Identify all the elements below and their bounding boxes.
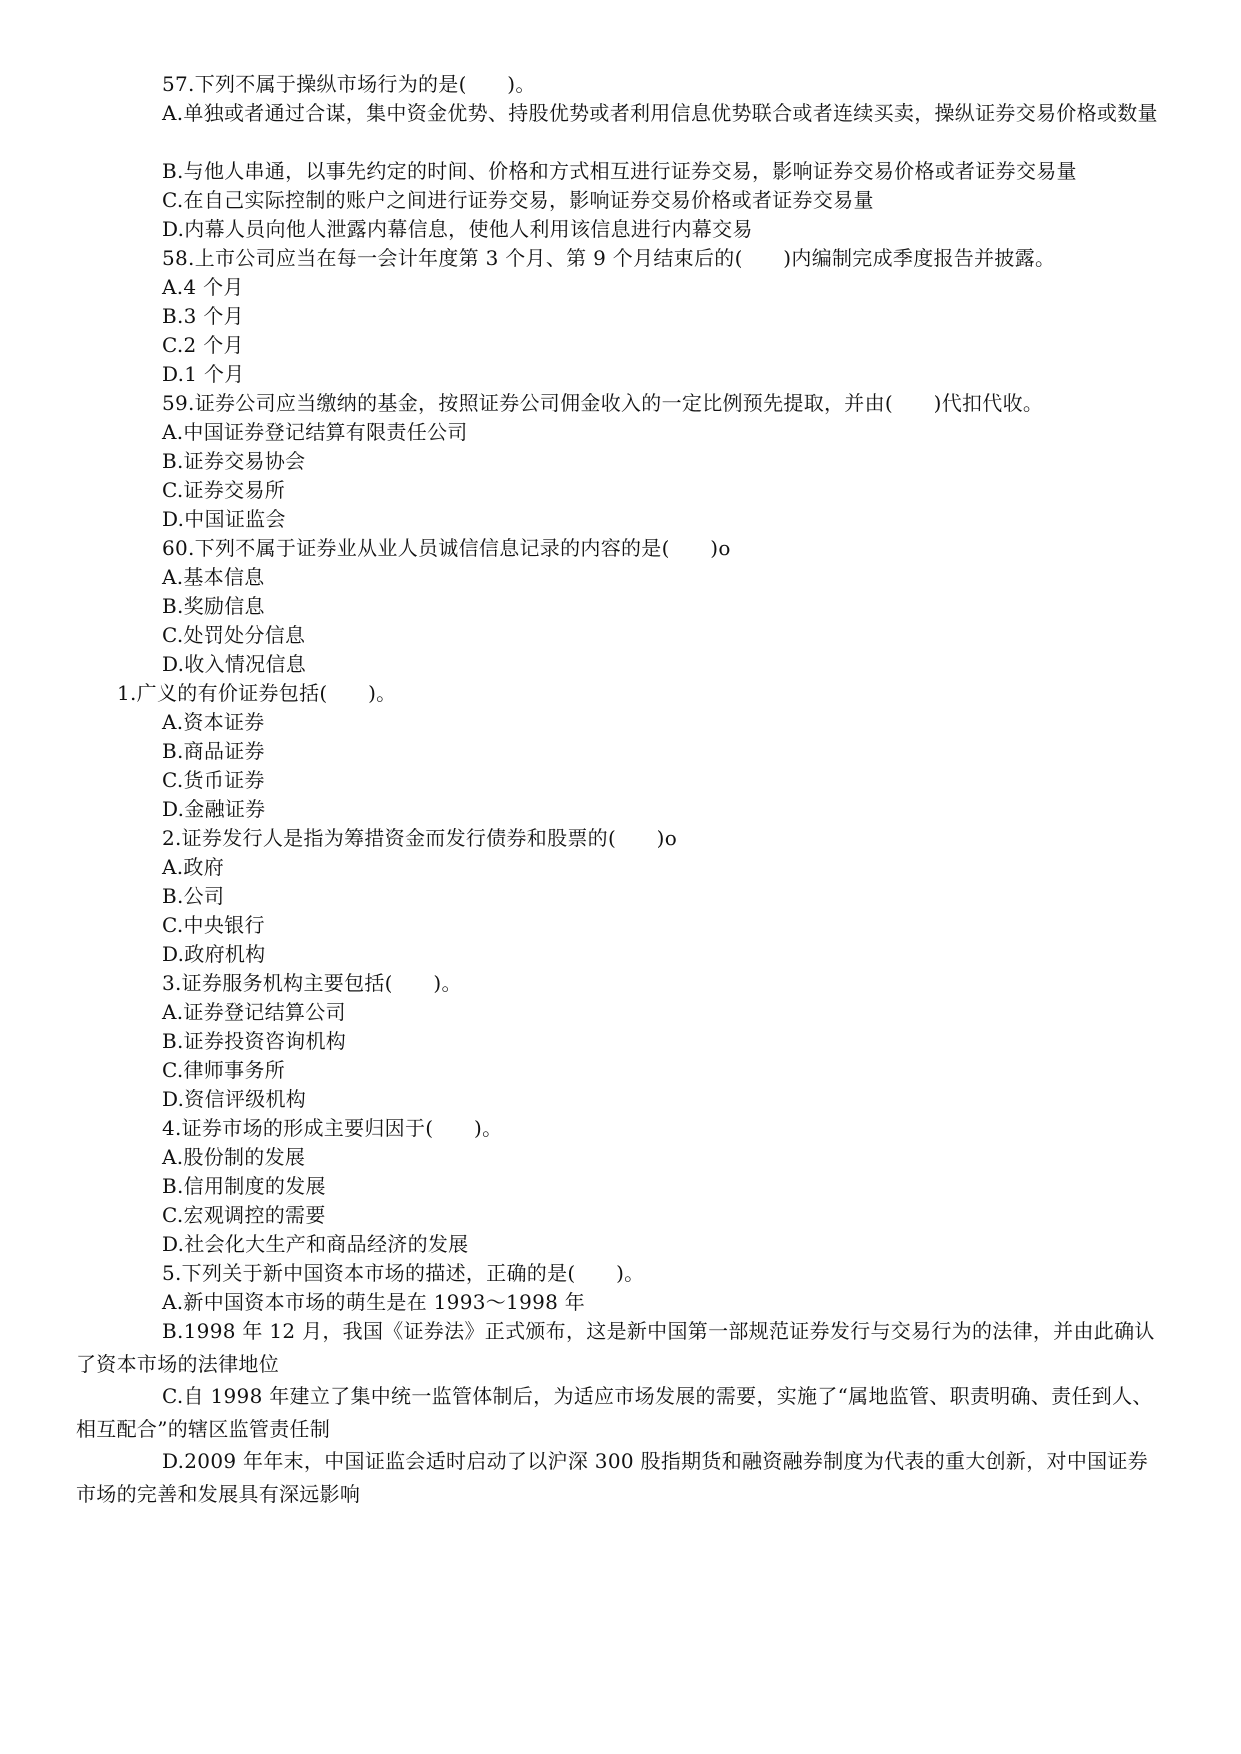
option-60-a: A.基本信息 <box>162 565 265 589</box>
option-3-b: B.证券投资咨询机构 <box>162 1029 347 1053</box>
option-5-b: B.1998 年 12 月，我国《证券法》正式颁布，这是新中国第一部规范证券发行与交易行为的法律，并由此确认了资本市场的法律地位 <box>76 1319 1155 1376</box>
question-5: 5.下列关于新中国资本市场的描述，正确的是( )。 <box>162 1261 645 1285</box>
option-1-b: B.商品证券 <box>162 739 265 763</box>
option-60-c: C.处罚处分信息 <box>162 623 306 647</box>
question-1: 1.广义的有价证券包括( )。 <box>117 681 397 705</box>
option-1-d: D.金融证券 <box>162 797 266 821</box>
option-60-b: B.奖励信息 <box>162 594 265 618</box>
option-59-d: D.中国证监会 <box>162 507 286 531</box>
option-2-b: B.公司 <box>162 884 225 908</box>
option-3-c: C.律师事务所 <box>162 1058 286 1082</box>
option-2-a: A.政府 <box>162 855 225 879</box>
option-60-d: D.收入情况信息 <box>162 652 307 676</box>
option-57-a: A.单独或者通过合谋，集中资金优势、持股优势或者利用信息优势联合或者连续买卖，操纵证券交易价格或数量 <box>162 101 1158 125</box>
option-4-b: B.信用制度的发展 <box>162 1174 326 1198</box>
option-2-d: D.政府机构 <box>162 942 266 966</box>
option-58-d: D.1 个月 <box>162 362 245 386</box>
option-58-b: B.3 个月 <box>162 304 244 328</box>
option-3-d: D.资信评级机构 <box>162 1087 307 1111</box>
question-57: 57.下列不属于操纵市场行为的是( )。 <box>162 72 536 96</box>
option-1-a: A.资本证券 <box>162 710 265 734</box>
option-4-c: C.宏观调控的需要 <box>162 1203 326 1227</box>
option-58-a: A.4 个月 <box>162 275 244 299</box>
question-60: 60.下列不属于证券业从业人员诚信信息记录的内容的是( )o <box>162 536 731 560</box>
option-5-c: C.自 1998 年建立了集中统一监管体制后，为适应市场发展的需要，实施了“属地监管、职责明确、责任到人、相互配合”的辖区监管责任制 <box>76 1384 1153 1441</box>
option-4-d: D.社会化大生产和商品经济的发展 <box>162 1232 469 1256</box>
option-59-b: B.证券交易协会 <box>162 449 306 473</box>
option-57-c: C.在自己实际控制的账户之间进行证券交易，影响证券交易价格或者证券交易量 <box>162 188 874 212</box>
option-1-c: C.货币证券 <box>162 768 265 792</box>
option-58-c: C.2 个月 <box>162 333 244 357</box>
option-57-b: B.与他人串通，以事先约定的时间、价格和方式相互进行证券交易，影响证券交易价格或者证券交易量 <box>162 159 1077 183</box>
question-2: 2.证券发行人是指为筹措资金而发行债券和股票的( )o <box>162 826 678 850</box>
question-58: 58.上市公司应当在每一会计年度第 3 个月、第 9 个月结束后的( )内编制完成季度报告并披露。 <box>162 246 1056 270</box>
option-57-d: D.内幕人员向他人泄露内幕信息，使他人利用该信息进行内幕交易 <box>162 217 753 241</box>
option-59-a: A.中国证券登记结算有限责任公司 <box>162 420 468 444</box>
option-4-a: A.股份制的发展 <box>162 1145 306 1169</box>
option-2-c: C.中央银行 <box>162 913 265 937</box>
option-3-a: A.证券登记结算公司 <box>162 1000 346 1024</box>
option-5-a: A.新中国资本市场的萌生是在 1993～1998 年 <box>162 1290 586 1314</box>
option-59-c: C.证券交易所 <box>162 478 286 502</box>
question-59: 59.证券公司应当缴纳的基金，按照证券公司佣金收入的一定比例预先提取，并由( )代扣代收。 <box>162 391 1044 415</box>
question-4: 4.证券市场的形成主要归因于( )。 <box>162 1116 503 1140</box>
option-5-d: D.2009 年年末，中国证监会适时启动了以沪深 300 股指期货和融资融券制度为代表的重大创新，对中国证券市场的完善和发展具有深远影响 <box>76 1449 1149 1506</box>
question-3: 3.证券服务机构主要包括( )。 <box>162 971 462 995</box>
